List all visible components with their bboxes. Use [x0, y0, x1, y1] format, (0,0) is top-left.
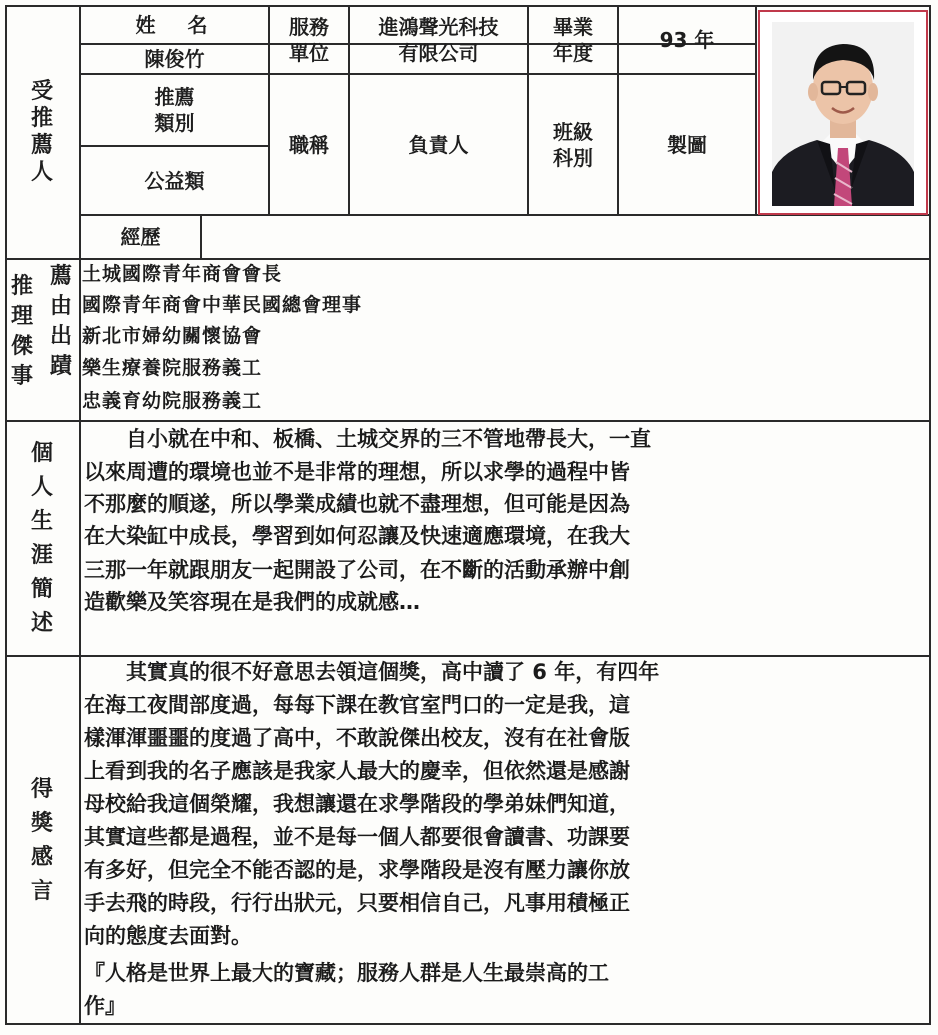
- award-line: 有多好，但完全不能否認的是，求學階段是沒有壓力讓你放: [84, 858, 630, 882]
- rule: [755, 5, 757, 214]
- portrait-photo: [772, 22, 914, 206]
- label-char: 人: [30, 159, 53, 185]
- service-unit-label: 服務 單位: [289, 15, 329, 65]
- award-line: 母校給我這個榮耀，我想讓還在求學階段的學弟妹們知道，: [84, 792, 630, 816]
- award-line: 其實真的很不好意思去領這個獎，高中讀了 6 年，有四年: [84, 660, 660, 684]
- portrait-frame: [758, 10, 928, 215]
- job-title-value: 負責人: [408, 132, 469, 157]
- award-line: 在海工夜間部度過，每每下課在教官室門口的一定是我，這: [84, 693, 630, 717]
- grad-year-value: 93 年: [659, 28, 715, 52]
- person-portrait-icon: [772, 22, 914, 206]
- award-line: 其實這些都是過程，並不是每一個人都要很會讀書、功課要: [84, 825, 630, 849]
- reasons-label-col1: 推 理 傑 事: [10, 274, 33, 389]
- label-char: 受: [30, 78, 53, 104]
- experience-label: 經歷: [120, 225, 161, 249]
- name-value: 陳俊竹: [144, 47, 205, 71]
- nominee-section-label: [5, 5, 79, 258]
- award-line: 樣渾渾噩噩的度過了高中，不敢說傑出校友，沒有在社會版: [84, 726, 630, 750]
- name-label: 姓 名: [135, 13, 214, 37]
- award-speech-label: 得 獎 感 言: [30, 777, 53, 904]
- career-line: 在大染缸中成長，學習到如何忍讓及快速適應環境，在我大: [84, 524, 630, 548]
- label-char: 推: [30, 105, 53, 131]
- category-label: 推薦 類別: [154, 85, 195, 135]
- career-line: 以來周遭的環境也並不是非常的理想，所以求學的過程中皆: [84, 460, 630, 484]
- award-quote-line: 作』: [84, 994, 126, 1018]
- service-unit-value: 進鴻聲光科技 有限公司: [378, 15, 499, 65]
- award-line: 手去飛的時段，行行出狀元，只要相信自己，凡事用積極正: [84, 891, 630, 915]
- job-title-label: 職稱: [289, 132, 329, 157]
- grad-year-label: 畢業 年度: [553, 15, 593, 65]
- career-line: 不那麼的順遂，所以學業成績也就不盡理想，但可能是因為: [84, 492, 630, 516]
- class-department-label: 班級 科別: [553, 119, 593, 170]
- award-line: 上看到我的名子應該是我家人最大的慶幸，但依然還是感謝: [84, 759, 630, 783]
- career-line: 三那一年就跟朋友一起開設了公司，在不斷的活動承辦中創: [84, 558, 630, 582]
- reason-item: 新北市婦幼關懷協會: [82, 325, 263, 347]
- rule: [5, 420, 931, 422]
- rule: [5, 258, 931, 260]
- award-line: 向的態度去面對。: [84, 924, 252, 948]
- reason-item: 樂生療養院服務義工: [82, 357, 263, 379]
- career-line: 自小就在中和、板橋、土城交界的三不管地帶長大，一直: [84, 427, 651, 451]
- reasons-label-col2: 薦 由 出 蹟: [49, 264, 72, 379]
- reason-item: 國際青年商會中華民國總會理事: [82, 294, 363, 316]
- career-summary-label: 個 人 生 涯 簡 述: [30, 440, 53, 636]
- award-quote-line: 『人格是世界上最大的寶藏；服務人群是人生最崇高的工: [84, 961, 609, 985]
- experience-value: [202, 216, 930, 258]
- label-char: 薦: [30, 132, 53, 158]
- reason-item: 土城國際青年商會會長: [82, 263, 283, 285]
- class-department-value: 製圖: [667, 132, 707, 157]
- reason-item: 忠義育幼院服務義工: [82, 390, 263, 412]
- career-line: 造歡樂及笑容現在是我們的成就感…: [84, 590, 420, 614]
- category-value: 公益類: [144, 168, 205, 193]
